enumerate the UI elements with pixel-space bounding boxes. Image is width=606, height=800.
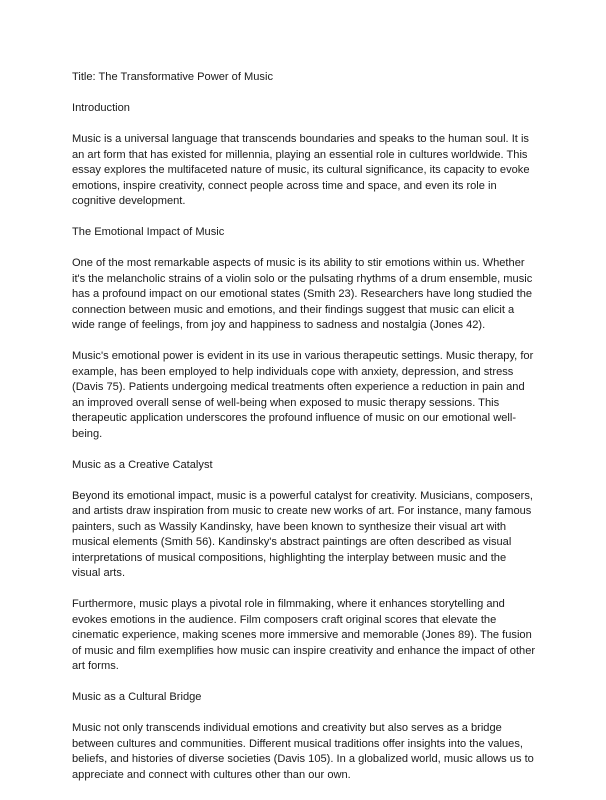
document-body bbox=[72, 70, 536, 799]
section-heading-cultural-bridge: Music as a Cultural Bridge bbox=[72, 691, 202, 703]
section-heading-emotional-impact: The Emotional Impact of Music bbox=[72, 226, 225, 238]
paragraph: Music is a universal language that transcends boundaries and speaks to the human soul. It is an art form that has existed for millennia, playing an essential role in cultures worldwide. This essay explores the multifaceted nature of music, its cultural significance, its capacity to evoke emotions, inspire creativity, connect people across time and space, and even its role in cognitive development. bbox=[72, 133, 530, 207]
section-heading-introduction: Introduction bbox=[72, 102, 130, 114]
paragraph: Furthermore, music plays a pivotal role in filmmaking, where it enhances storytelling and evokes emotions in the audience. Film composers craft original scores that elevate the cinematic experience, making scenes more immersive and memorable (Jones 89). The fusion of music and film exemplifies how music can inspire creativity and enhance the impact of other art forms. bbox=[72, 598, 536, 672]
paragraph: Music not only transcends individual emotions and creativity but also serves as a bridge between cultures and communities. Different musical traditions offer insights into the values, beliefs, and histories of diverse societies (Davis 105). In a globalized world, music allows us to appreciate and connect with cultures other than our own. bbox=[72, 722, 534, 781]
paragraph: One of the most remarkable aspects of music is its ability to stir emotions within us. Whether it's the melancholic strains of a violin solo or the pulsating rhythms of a drum ensemble, music has a profound impact on our emotional states (Smith 23). Researchers have long studied the connection between music and emotions, and their findings suggest that music can elicit a wide range of feelings, from joy and happiness to sadness and nostalgia (Jones 42). bbox=[72, 257, 533, 331]
section-heading-creative-catalyst: Music as a Creative Catalyst bbox=[72, 458, 213, 471]
paragraph: Beyond its emotional impact, music is a powerful catalyst for creativity. Musicians, composers, and artists draw inspiration from music to create new works of art. For instance, many famous painters, such as Wassily Kandinsky, have been known to synthesize their visual art with musical elements (Smith 56). Kandinsky's abstract paintings are often described as visual interpretations of musical compositions, highlighting the interplay between music and the visual arts. bbox=[72, 489, 533, 579]
paragraph: Music's emotional power is evident in its use in various therapeutic settings. Music therapy, for example, has been employed to help individuals cope with anxiety, depression, and stress (Davis 75). Patients undergoing medical treatments often experience a reduction in pain and an improved overall sense of well-being when exposed to music therapy sessions. This therapeutic application underscores the profound influence of music on our emotional well-being. bbox=[72, 350, 534, 440]
document-title: Title: The Transformative Power of Music bbox=[72, 71, 273, 83]
